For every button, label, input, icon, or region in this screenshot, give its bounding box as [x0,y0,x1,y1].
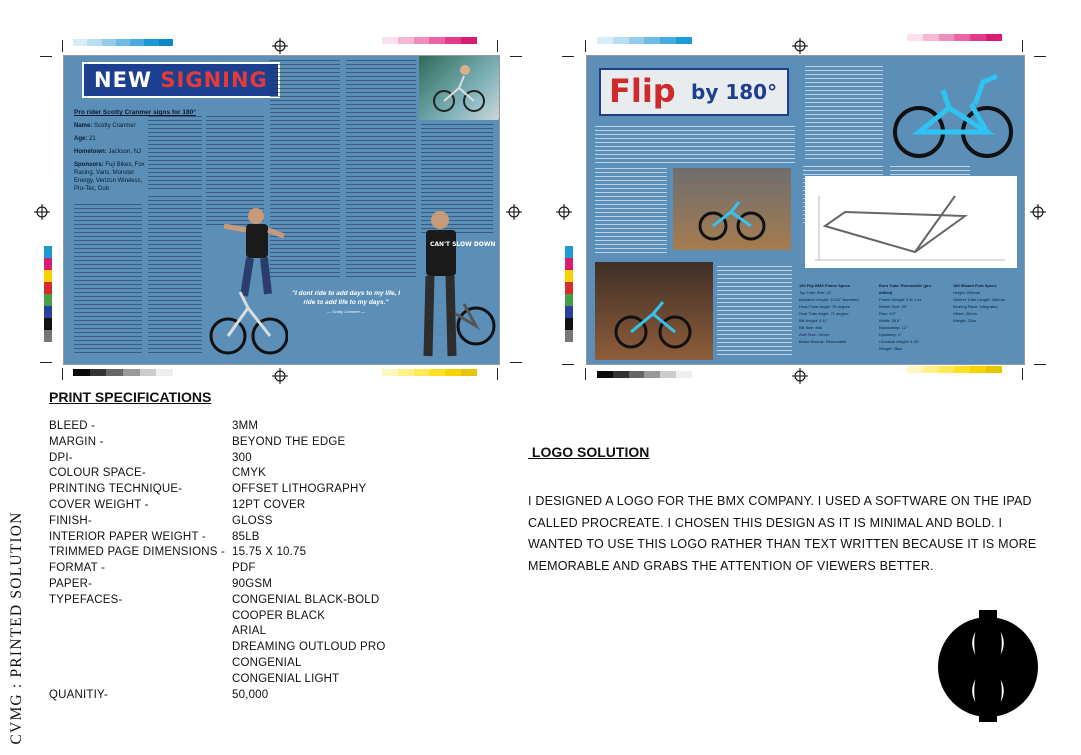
registration-mark-icon [792,38,808,54]
trim-mark [510,362,522,363]
rider-photo-standing [404,196,499,364]
trim-mark [1022,368,1023,380]
body-text-column [74,204,142,354]
trim-mark [562,56,574,57]
bike-render-blue [887,62,1017,162]
body-text-column [595,168,667,253]
spec-value: DREAMING OUTLOUD PRO [232,641,386,654]
registration-mark-icon [556,204,572,220]
spec-label: INTERIOR PAPER WEIGHT - [49,530,206,543]
spec-label: QUANITIY- [49,688,108,701]
rider-photo-jump [204,196,288,364]
spec-value: COOPER BLACK [232,609,326,622]
profile-hometown: Hometown: Jackson, NJ [74,149,142,155]
spec-value: 90GSM [232,578,272,590]
trim-mark [497,40,498,52]
shirt-text: CAN'T SLOW DOWN [430,241,496,248]
trim-mark [1034,364,1046,365]
trim-mark [562,364,574,365]
logo-solution-heading: LOGO SOLUTION [531,444,650,460]
trim-mark [40,362,52,363]
spec-value: GLOSS [232,514,273,527]
body-text-column [805,66,883,161]
flip-title: Flip [609,72,676,110]
bmx-rider-icon [404,196,499,364]
spec-value: CONGENIAL LIGHT [232,672,340,685]
spec-value: BEYOND THE EDGE [232,435,346,448]
spec-value: CONGENIAL BLACK-BOLD [232,593,380,606]
spec-value: PDF [232,562,256,575]
spec-value: 3MM [232,420,259,432]
logo-solution-text: I DESIGNED A LOGO FOR THE BMX COMPANY. I USED A SOFTWARE ON THE IPAD CALLED PROCREATE. I CHOSEN THIS DESIGN AS IT IS MINIMAL AND BOLD. I WANTED TO USE THIS LOGO RATHER THAN TEXT WRITTEN BECAUSE IT IS MORE MEMORABLE AND GRABS THE ATTENTION OF VIEWERS BETTER. [528,494,1037,573]
spec-value: ARIAL [232,625,267,638]
body-text-column [148,116,202,191]
rider-photo-small [419,56,499,120]
trim-mark [497,368,498,380]
frame-diagram [805,176,1017,268]
pull-quote: "I dont ride to add days to my life, I ride to add life to my days." — Scotty Cranmer — [291,290,401,314]
color-bar-icon [597,371,692,378]
spec-label: PAPER- [49,578,93,590]
trim-mark [585,40,586,52]
color-bar-icon [73,39,173,46]
color-bar-icon [907,366,1002,373]
bmx-rider-icon [204,196,288,364]
print-specs-heading: PRINT SPECIFICATIONS [49,389,212,405]
bike-render-ramp [673,168,791,250]
spec-label: BLEED - [49,420,96,432]
bmx-bike-icon [595,262,713,360]
registration-mark-icon [272,368,288,384]
profile-sponsors: Sponsors: Fuji Bikes, Fox Racing, Vans, Monster Energy, Verizon Wireless, Pro-Tec, Dub [74,162,145,192]
spec-label: PRINTING TECHNIQUE- [49,483,183,496]
magazine-spread-flip-by-180 [586,55,1025,365]
color-bar-icon [73,369,173,376]
spec-value: CMYK [232,467,267,480]
by-180-title: by 180° [691,80,778,104]
flip-title-box [599,68,789,116]
article-headline: Pro rider Scotty Cranmer signs for 180° [74,109,196,116]
magazine-spread-new-signing [63,55,500,365]
spec-label: FORMAT - [49,562,106,575]
body-text-column [717,266,792,356]
trim-mark [62,368,63,380]
bmx-bike-icon [419,56,499,120]
color-bar-icon [907,34,1002,41]
color-bar-icon [382,37,477,44]
spec-label: COVER WEIGHT - [49,499,149,511]
color-bar-icon [44,246,52,342]
intro-text [595,126,795,164]
spec-value: OFFSET LITHOGRAPHY [232,483,367,496]
fork-specs: 180 Wizard Fork Specs Height: 295mm Steerer Tube Length: 164mm Bearing Race: Integrated Offset: 30mm Weight: 32oz [953,283,1006,323]
spec-value: 12PT COVER [232,499,306,511]
frame-geometry-icon [805,176,1017,268]
spec-label: MARGIN - [49,435,104,448]
profile-age: Age: 21 [74,136,96,142]
spec-label: TRIMMED PAGE DIMENSIONS - [49,546,226,559]
bar-specs: Euro Tube: Removable (pre-drilled) Frame Weight: 4 lb 1 oz Wheel Size: 20" Rise: 9.0" Width: 28.5" Backsweep: 12° Upsweep: 1° Crossbar Height: 6.25" Weight: 28oz [879,283,933,351]
body-text-column [148,196,202,354]
bmx-bike-icon [887,62,1017,162]
spec-label: COLOUR SPACE- [49,467,146,480]
profile-name: Name: Scotty Cranmer [74,123,136,129]
trim-mark [1034,56,1046,57]
color-bar-icon [382,369,477,376]
spec-label: FINISH- [49,514,92,527]
trim-mark [1022,40,1023,52]
spec-label: DPI- [49,451,73,464]
new-signing-badge: NEW SIGNING [82,62,280,98]
bike-render-dirt [595,262,713,360]
color-bar-icon [597,37,692,44]
registration-mark-icon [34,204,50,220]
registration-mark-icon [506,204,522,220]
registration-mark-icon [792,368,808,384]
frame-specs: 180 Flip BMX Frame Specs Top Tube Size: 21" Backend Length: 11.63" slammed Head Tube Angle: 75 degree Seat Tube Angle: 71 degree BB Height: 8.11" BB Size: Mid Axle Size: 14mm Brake Mounts: Removable [799,283,859,344]
side-label: CVMG : PRINTED SOLUTION [8,511,25,745]
color-bar-icon [565,246,573,342]
trim-mark [40,56,52,57]
trim-mark [585,368,586,380]
spec-value: CONGENIAL [232,657,302,669]
spec-label: TYPEFACES- [49,593,123,606]
spec-value: 85LB [232,530,260,543]
bmx-logo-icon [937,610,1039,722]
trim-mark [510,56,522,57]
trim-mark [62,40,63,52]
spec-value: 300 [232,451,252,464]
registration-mark-icon [1030,204,1046,220]
spec-value: 50,000 [232,688,269,701]
bmx-bike-icon [673,168,791,250]
registration-mark-icon [272,38,288,54]
spec-value: 15.75 X 10.75 [232,546,307,559]
